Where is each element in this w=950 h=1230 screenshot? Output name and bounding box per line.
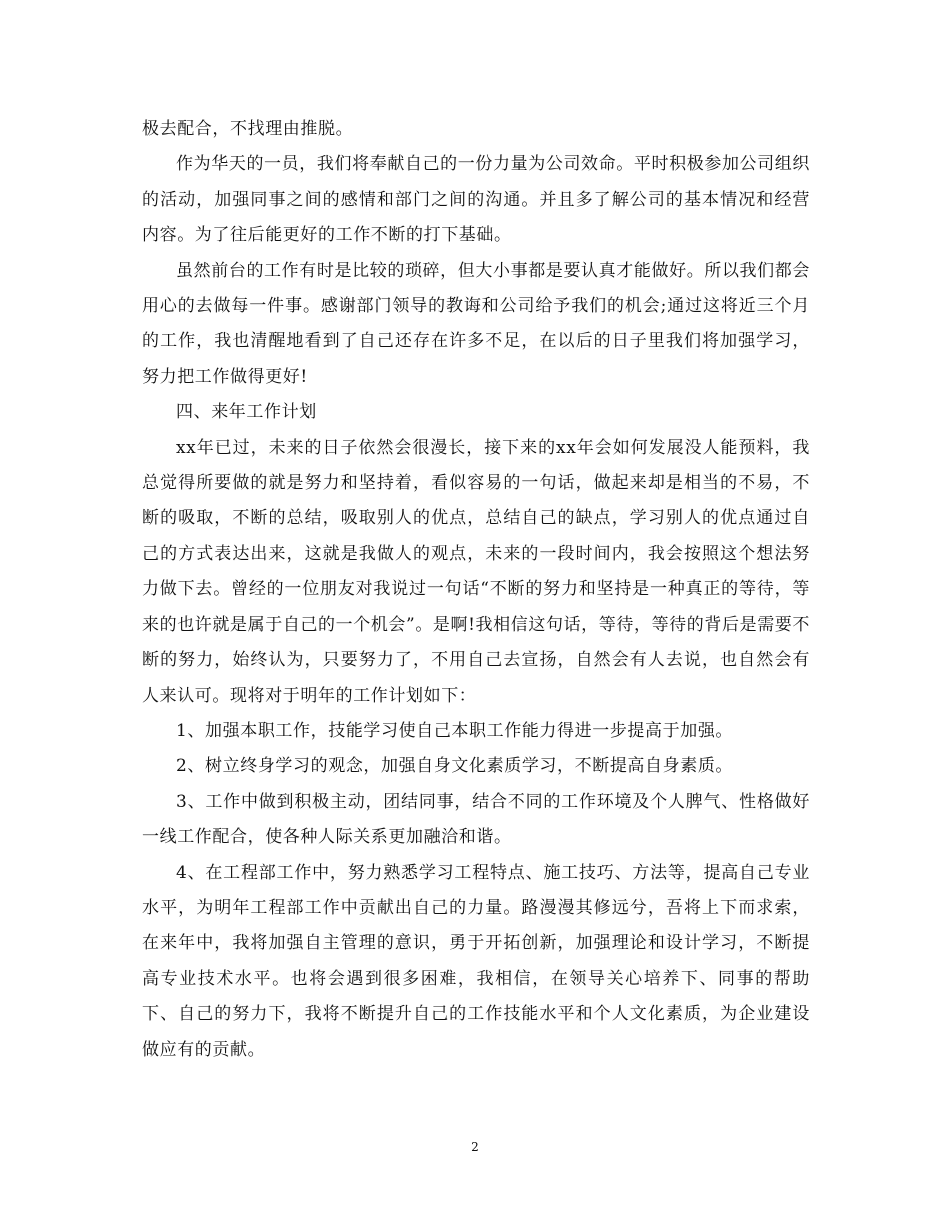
paragraph-continuation: 极去配合，不找理由推脱。 — [142, 119, 354, 139]
paragraph-front-desk-work: 虽然前台的工作有时是比较的琐碎，但大小事都是要认真才能做好。所以我们都会用心的去做每一件事。感谢部门领导的教诲和公司给予我们的机会;通过这将近三个月的工作，我也清醒地看到了自己还存在许多不足，在以后的日子里我们将加强学习，努力把工作做得更好! — [142, 260, 810, 387]
section-heading-work-plan: 四、来年工作计划 — [176, 402, 317, 423]
document-body — [142, 112, 810, 1068]
plan-item-2: 2、树立终身学习的观念，加强自身文化素质学习，不断提高自身素质。 — [176, 756, 734, 777]
paragraph-company-contribution: 作为华天的一员，我们将奉献自己的一份力量为公司效命。平时积极参加公司组织的活动，加强同事之间的感情和部门之间的沟通。并且多了解公司的基本情况和经营内容。为了往后能更好的工作不断的打下基础。 — [142, 154, 810, 246]
page-number: 2 — [471, 1140, 479, 1154]
plan-item-1: 1、加强本职工作，技能学习使自己本职工作能力得进一步提高于加强。 — [176, 720, 734, 741]
paragraph-year-reflection: xx年已过，未来的日子依然会很漫长，接下来的xx年会如何发展没人能预料，我总觉得所要做的就是努力和坚持着，看似容易的一句话，做起来却是相当的不易，不断的吸取，不断的总结，吸取别人的优点，总结自己的缺点，学习别人的优点通过自己的方式表达出来，这就是我做人的观点，未来的一段时间内，我会按照这个想法努力做下去。曾经的一位朋友对我说过一句话“不断的努力和坚持是一种真正的等待，等来的也许就是属于自己的一个机会”。是啊!我相信这句话，等待，等待的背后是需要不断的努力，始终认为，只要努力了，不用自己去宣扬，自然会有人去说，也自然会有人来认可。现将对于明年的工作计划如下： — [142, 437, 810, 706]
plan-item-4: 4、在工程部工作中，努力熟悉学习工程特点、施工技巧、方法等，提高自己专业水平，为明年工程部工作中贡献出自己的力量。路漫漫其修远兮，吾将上下而求索，在来年中，我将加强自主管理的意识，勇于开拓创新，加强理论和设计学习，不断提高专业技术水平。也将会遇到很多困难，我相信，在领导关心培养下、同事的帮助下、自己的努力下，我将不断提升自己的工作技能水平和个人文化素质，为企业建设做应有的贡献。 — [142, 862, 810, 1060]
plan-item-3: 3、工作中做到积极主动，团结同事，结合不同的工作环境及个人脾气、性格做好一线工作配合，使各种人际关系更加融洽和谐。 — [142, 791, 810, 848]
